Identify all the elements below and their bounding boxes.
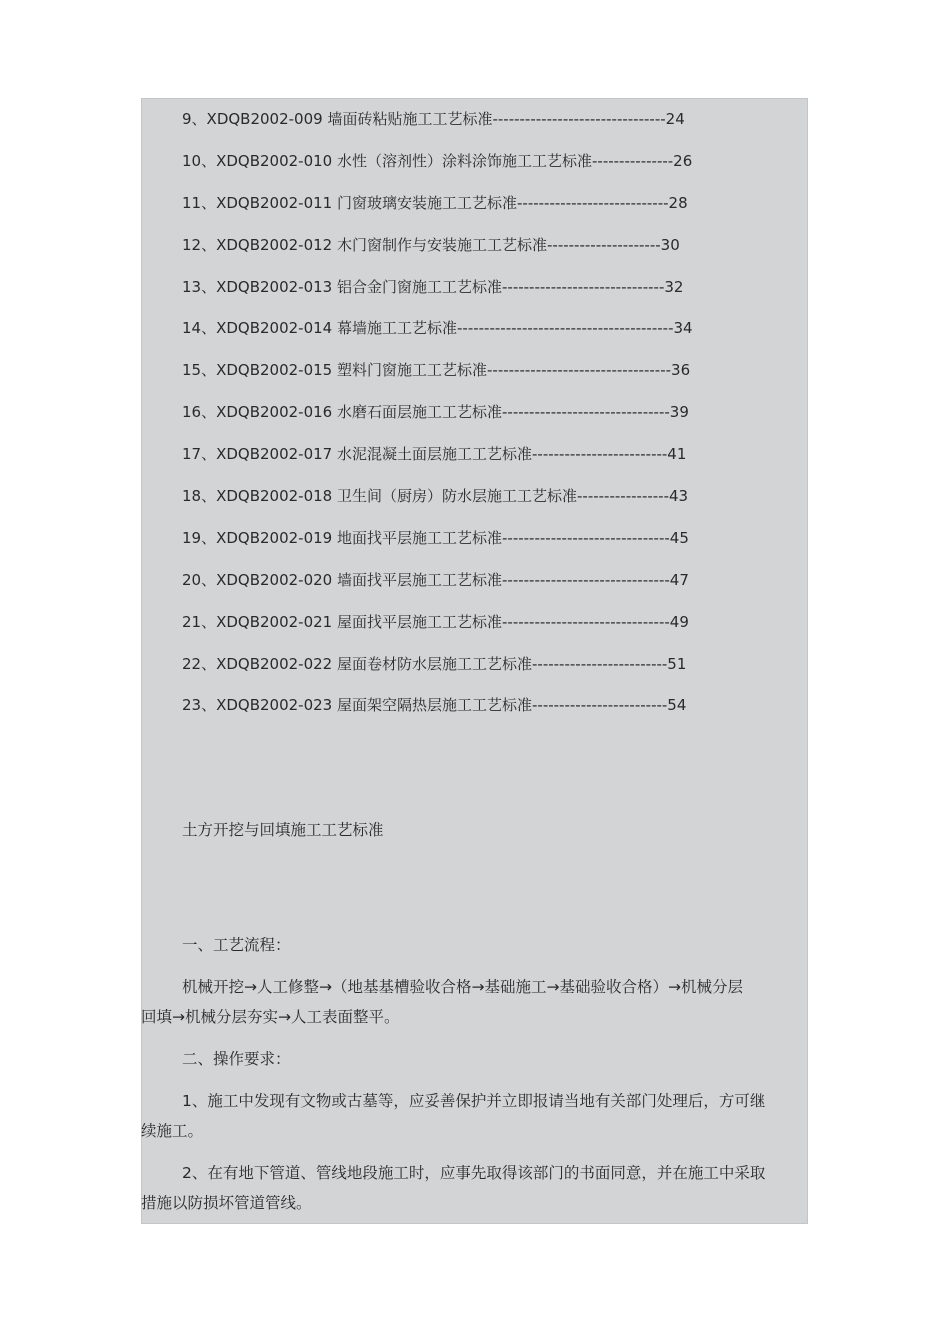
toc-entry: 14、XDQB2002-014 幕墙施工工艺标准----------------------------------------34 [182, 319, 693, 338]
toc-entry: 20、XDQB2002-020 墙面找平层施工工艺标准-------------------------------47 [182, 570, 689, 589]
process-flow-line: 回填→机械分层夯实→人工表面整平。 [141, 1008, 400, 1026]
toc-entry: 11、XDQB2002-011 门窗玻璃安装施工工艺标准----------------------------28 [182, 193, 688, 212]
toc-entry: 16、XDQB2002-016 水磨石面层施工工艺标准-------------------------------39 [182, 403, 689, 422]
toc-entry: 19、XDQB2002-019 地面找平层施工工艺标准-------------------------------45 [182, 528, 689, 547]
requirement-1 [141, 1086, 817, 1146]
toc-entry: 23、XDQB2002-023 屋面架空隔热层施工工艺标准-------------------------54 [182, 696, 687, 715]
toc-entry: 22、XDQB2002-022 屋面卷材防水层施工工艺标准-------------------------51 [182, 654, 687, 673]
requirement-line: 1、施工中发现有文物或古墓等，应妥善保护并立即报请当地有关部门处理后，方可继 [182, 1092, 766, 1110]
toc-entry: 13、XDQB2002-013 铝合金门窗施工工艺标准------------------------------32 [182, 277, 684, 296]
toc-entry: 15、XDQB2002-015 塑料门窗施工工艺标准----------------------------------36 [182, 361, 691, 380]
heading-process-flow: 一、工艺流程： [182, 936, 291, 954]
toc-entry: 17、XDQB2002-017 水泥混凝土面层施工工艺标准-------------------------41 [182, 445, 687, 464]
requirement-2 [141, 1158, 817, 1218]
toc-entry: 9、XDQB2002-009 墙面砖粘贴施工工艺标准--------------------------------24 [182, 110, 685, 128]
requirement-line: 2、在有地下管道、管线地段施工时，应事先取得该部门的书面同意，并在施工中采取 [182, 1164, 766, 1182]
toc-entry: 21、XDQB2002-021 屋面找平层施工工艺标准-------------------------------49 [182, 612, 689, 631]
process-flow-line: 机械开挖→人工修整→（地基基槽验收合格→基础施工→基础验收合格）→机械分层 [182, 978, 743, 996]
toc-entry: 10、XDQB2002-010 水性（溶剂性）涂料涂饰施工工艺标准---------------26 [182, 151, 693, 170]
process-flow-text [141, 972, 817, 1032]
section-title: 土方开挖与回填施工工艺标准 [182, 821, 384, 839]
toc-entry: 12、XDQB2002-012 木门窗制作与安装施工工艺标准---------------------30 [182, 235, 680, 254]
requirement-line: 续施工。 [141, 1122, 204, 1140]
table-of-contents [182, 109, 693, 737]
toc-entry: 18、XDQB2002-018 卫生间（厨房）防水层施工工艺标准-----------------43 [182, 487, 689, 506]
requirement-line: 措施以防损坏管道管线。 [141, 1194, 312, 1212]
heading-operation-requirements: 二、操作要求： [182, 1050, 291, 1068]
